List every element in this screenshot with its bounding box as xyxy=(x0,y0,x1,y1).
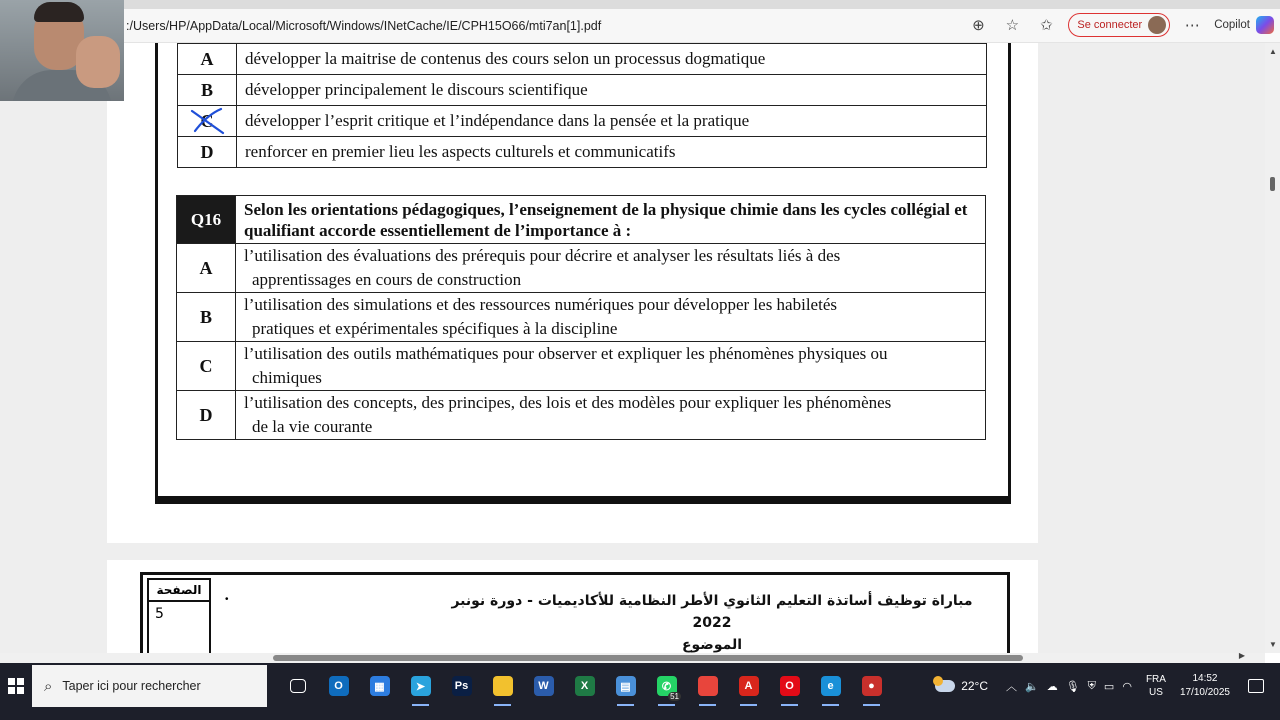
answer-letter: D xyxy=(178,137,237,168)
photoshop-icon: Ps xyxy=(452,676,472,696)
running-indicator xyxy=(617,704,634,706)
exam-subtitle: الموضوع xyxy=(681,637,743,653)
q16-table xyxy=(176,195,986,440)
lang-top: FRA xyxy=(1145,674,1166,685)
running-indicator xyxy=(699,704,716,706)
question-text: Selon les orientations pédagogiques, l’enseignement de la physique chimie dans les cycles collégial et qualifiant accorde essentiellement de l’importance à : xyxy=(236,196,986,244)
exam-title xyxy=(432,590,992,653)
tab-strip xyxy=(124,0,1280,9)
taskbar-app-outlook[interactable] xyxy=(318,665,359,707)
table-row xyxy=(178,137,987,168)
taskbar-app-app-window[interactable] xyxy=(605,665,646,707)
scroll-thumb[interactable] xyxy=(273,655,1023,661)
vertical-scrollbar[interactable] xyxy=(1265,43,1280,653)
url-text[interactable]: :/Users/HP/AppData/Local/Microsoft/Windows/INetCache/IE/CPH15O66/mti7an[1].pdf xyxy=(126,18,602,33)
pdf-next-page xyxy=(107,560,1038,653)
running-indicator xyxy=(863,704,880,706)
taskbar-inner xyxy=(0,665,1280,707)
answer-text: développer principalement le discours scientifique xyxy=(237,75,987,106)
copilot-icon xyxy=(1256,16,1274,34)
scroll-thumb[interactable] xyxy=(1270,177,1275,191)
address-bar[interactable] xyxy=(124,9,1280,43)
favorite-star-icon[interactable]: ☆ xyxy=(1005,17,1020,34)
weather-temp: 22°C xyxy=(961,679,988,693)
acrobat-icon: A xyxy=(739,676,759,696)
answer-line: chimiques xyxy=(252,368,322,387)
answer-letter: C xyxy=(177,342,236,391)
taskbar-app-recorder[interactable] xyxy=(851,665,892,707)
answer-letter: C xyxy=(178,106,237,137)
favorites-icon[interactable]: ✩ xyxy=(1040,17,1053,34)
taskbar-app-edge[interactable] xyxy=(810,665,851,707)
speaker-icon[interactable]: 🔈 xyxy=(1025,680,1039,693)
toolbar-right xyxy=(966,13,1274,37)
chrome-icon xyxy=(698,676,718,696)
edge-icon: e xyxy=(821,676,841,696)
whatsapp-icon: ✆ xyxy=(657,676,677,696)
table-row xyxy=(177,244,986,293)
table-row xyxy=(178,75,987,106)
answer-text: développer la maitrise de contenus des cours selon un processus dogmatique xyxy=(237,44,987,75)
table-row xyxy=(177,342,986,391)
running-indicator xyxy=(740,704,757,706)
copilot-button[interactable] xyxy=(1214,16,1274,34)
taskbar-apps xyxy=(277,665,892,707)
question-number: Q16 xyxy=(177,196,236,244)
app-window-icon: ▤ xyxy=(616,676,636,696)
answer-line: de la vie courante xyxy=(252,417,373,436)
search-placeholder: Taper ici pour rechercher xyxy=(62,679,201,693)
cloud-icon[interactable]: ☁ xyxy=(1046,680,1058,693)
clock-date: 17/10/2025 xyxy=(1179,687,1230,698)
running-indicator xyxy=(412,704,429,706)
word-icon: W xyxy=(534,676,554,696)
running-indicator xyxy=(822,704,839,706)
running-indicator xyxy=(494,704,511,706)
exam-title-line: مباراة توظيف أساتذة التعليم الثانوي الأطر النظامية للأكاديميات - دورة نونبر 2022 xyxy=(451,593,973,631)
taskbar-app-excel[interactable] xyxy=(564,665,605,707)
q15-answer-table xyxy=(177,43,987,168)
running-indicator xyxy=(658,704,675,706)
taskbar-app-word[interactable] xyxy=(523,665,564,707)
answer-line: pratiques et expérimentales spécifiques à la discipline xyxy=(252,319,618,338)
table-row xyxy=(177,196,986,244)
pdf-page xyxy=(107,43,1038,543)
answer-text xyxy=(236,342,986,391)
opera-icon: O xyxy=(780,676,800,696)
start-button[interactable] xyxy=(0,665,32,707)
notification-icon[interactable] xyxy=(1248,679,1264,693)
taskbar-app-chrome[interactable] xyxy=(687,665,728,707)
signin-label: Se connecter xyxy=(1077,19,1143,31)
running-indicator xyxy=(781,704,798,706)
page-label: الصفحة xyxy=(149,580,209,602)
scroll-right-icon[interactable]: ▶ xyxy=(1238,651,1245,660)
microphone-icon[interactable]: 🎙 xyxy=(1065,680,1080,693)
answer-text xyxy=(236,391,986,440)
answer-text: développer l’esprit critique et l’indépendance dans la pensée et la pratique xyxy=(237,106,987,137)
answer-letter: B xyxy=(177,293,236,342)
windows-icon xyxy=(8,678,24,694)
zoom-icon[interactable]: ⊕ xyxy=(972,17,985,34)
answer-line: l’utilisation des évaluations des prérequis pour décrire et analyser les résultats liés à des xyxy=(244,246,841,265)
wifi-icon[interactable]: ◠ xyxy=(1122,680,1132,693)
weather-icon xyxy=(935,680,955,692)
outlook-icon: O xyxy=(329,676,349,696)
weather-widget[interactable] xyxy=(935,679,988,693)
signin-button[interactable] xyxy=(1068,13,1170,37)
taskbar-app-acrobat[interactable] xyxy=(728,665,769,707)
telegram-icon: ➤ xyxy=(411,676,431,696)
answer-text: renforcer en premier lieu les aspects culturels et communicatifs xyxy=(237,137,987,168)
taskbar-app-opera[interactable] xyxy=(769,665,810,707)
answer-line: l’utilisation des outils mathématiques pour observer et expliquer les phénomènes physiques ou xyxy=(244,344,888,363)
battery-icon[interactable]: ▭ xyxy=(1103,680,1115,693)
taskbar-app-file-explorer[interactable] xyxy=(482,665,523,707)
answer-letter: A xyxy=(177,244,236,293)
horizontal-scrollbar[interactable] xyxy=(0,653,1265,663)
scroll-down-icon[interactable]: ▼ xyxy=(1269,640,1277,649)
answer-text xyxy=(236,244,986,293)
answer-letter: A xyxy=(178,44,237,75)
excel-icon: X xyxy=(575,676,595,696)
handwritten-check-mark xyxy=(189,107,227,137)
pdf-viewport[interactable] xyxy=(0,43,1265,653)
task-view-icon xyxy=(290,679,306,693)
calculator-store-icon: ▦ xyxy=(370,676,390,696)
recorder-icon: ● xyxy=(862,676,882,696)
taskbar xyxy=(0,663,1280,720)
page-number-box xyxy=(147,578,211,653)
answer-line: l’utilisation des simulations et des ressources numériques pour développer les habiletés xyxy=(244,295,837,314)
scroll-corner xyxy=(1265,653,1280,663)
scroll-up-icon[interactable]: ▲ xyxy=(1269,47,1277,56)
taskbar-app-task-view[interactable] xyxy=(277,665,318,707)
person-hair xyxy=(34,2,84,22)
language-indicator[interactable] xyxy=(1146,673,1166,699)
answer-letter: D xyxy=(177,391,236,440)
answer-letter: B xyxy=(178,75,237,106)
security-icon[interactable]: ⛨ xyxy=(1087,679,1096,692)
bullet-dot: • xyxy=(225,594,229,605)
taskbar-app-telegram[interactable] xyxy=(400,665,441,707)
lang-bottom: US xyxy=(1148,687,1163,698)
page-number: 5 xyxy=(155,606,164,622)
taskbar-search[interactable] xyxy=(32,665,267,707)
taskbar-app-photoshop[interactable] xyxy=(441,665,482,707)
chevron-up-icon[interactable]: ︿ xyxy=(1006,681,1017,693)
answer-line: l’utilisation des concepts, des principes, des lois et des modèles pour expliquer les phénomènes xyxy=(244,393,892,412)
answer-line: apprentissages en cours de construction xyxy=(252,270,522,289)
table-row xyxy=(177,391,986,440)
system-tray xyxy=(935,665,1280,707)
webcam-overlay xyxy=(0,0,124,101)
clock[interactable] xyxy=(1180,672,1230,700)
table-row xyxy=(177,293,986,342)
table-row xyxy=(178,44,987,75)
taskbar-app-whatsapp[interactable] xyxy=(646,665,687,707)
file-explorer-icon xyxy=(493,676,513,696)
copilot-label: Copilot xyxy=(1214,19,1250,31)
answer-text xyxy=(236,293,986,342)
clock-time: 14:52 xyxy=(1192,673,1218,684)
search-icon: ⌕ xyxy=(44,677,53,695)
notification-badge: 51 xyxy=(670,692,679,701)
more-icon[interactable]: ⋯ xyxy=(1184,17,1200,34)
table-row xyxy=(178,106,987,137)
taskbar-app-calculator-store[interactable] xyxy=(359,665,400,707)
avatar xyxy=(1148,16,1166,34)
person-hand xyxy=(76,36,120,88)
